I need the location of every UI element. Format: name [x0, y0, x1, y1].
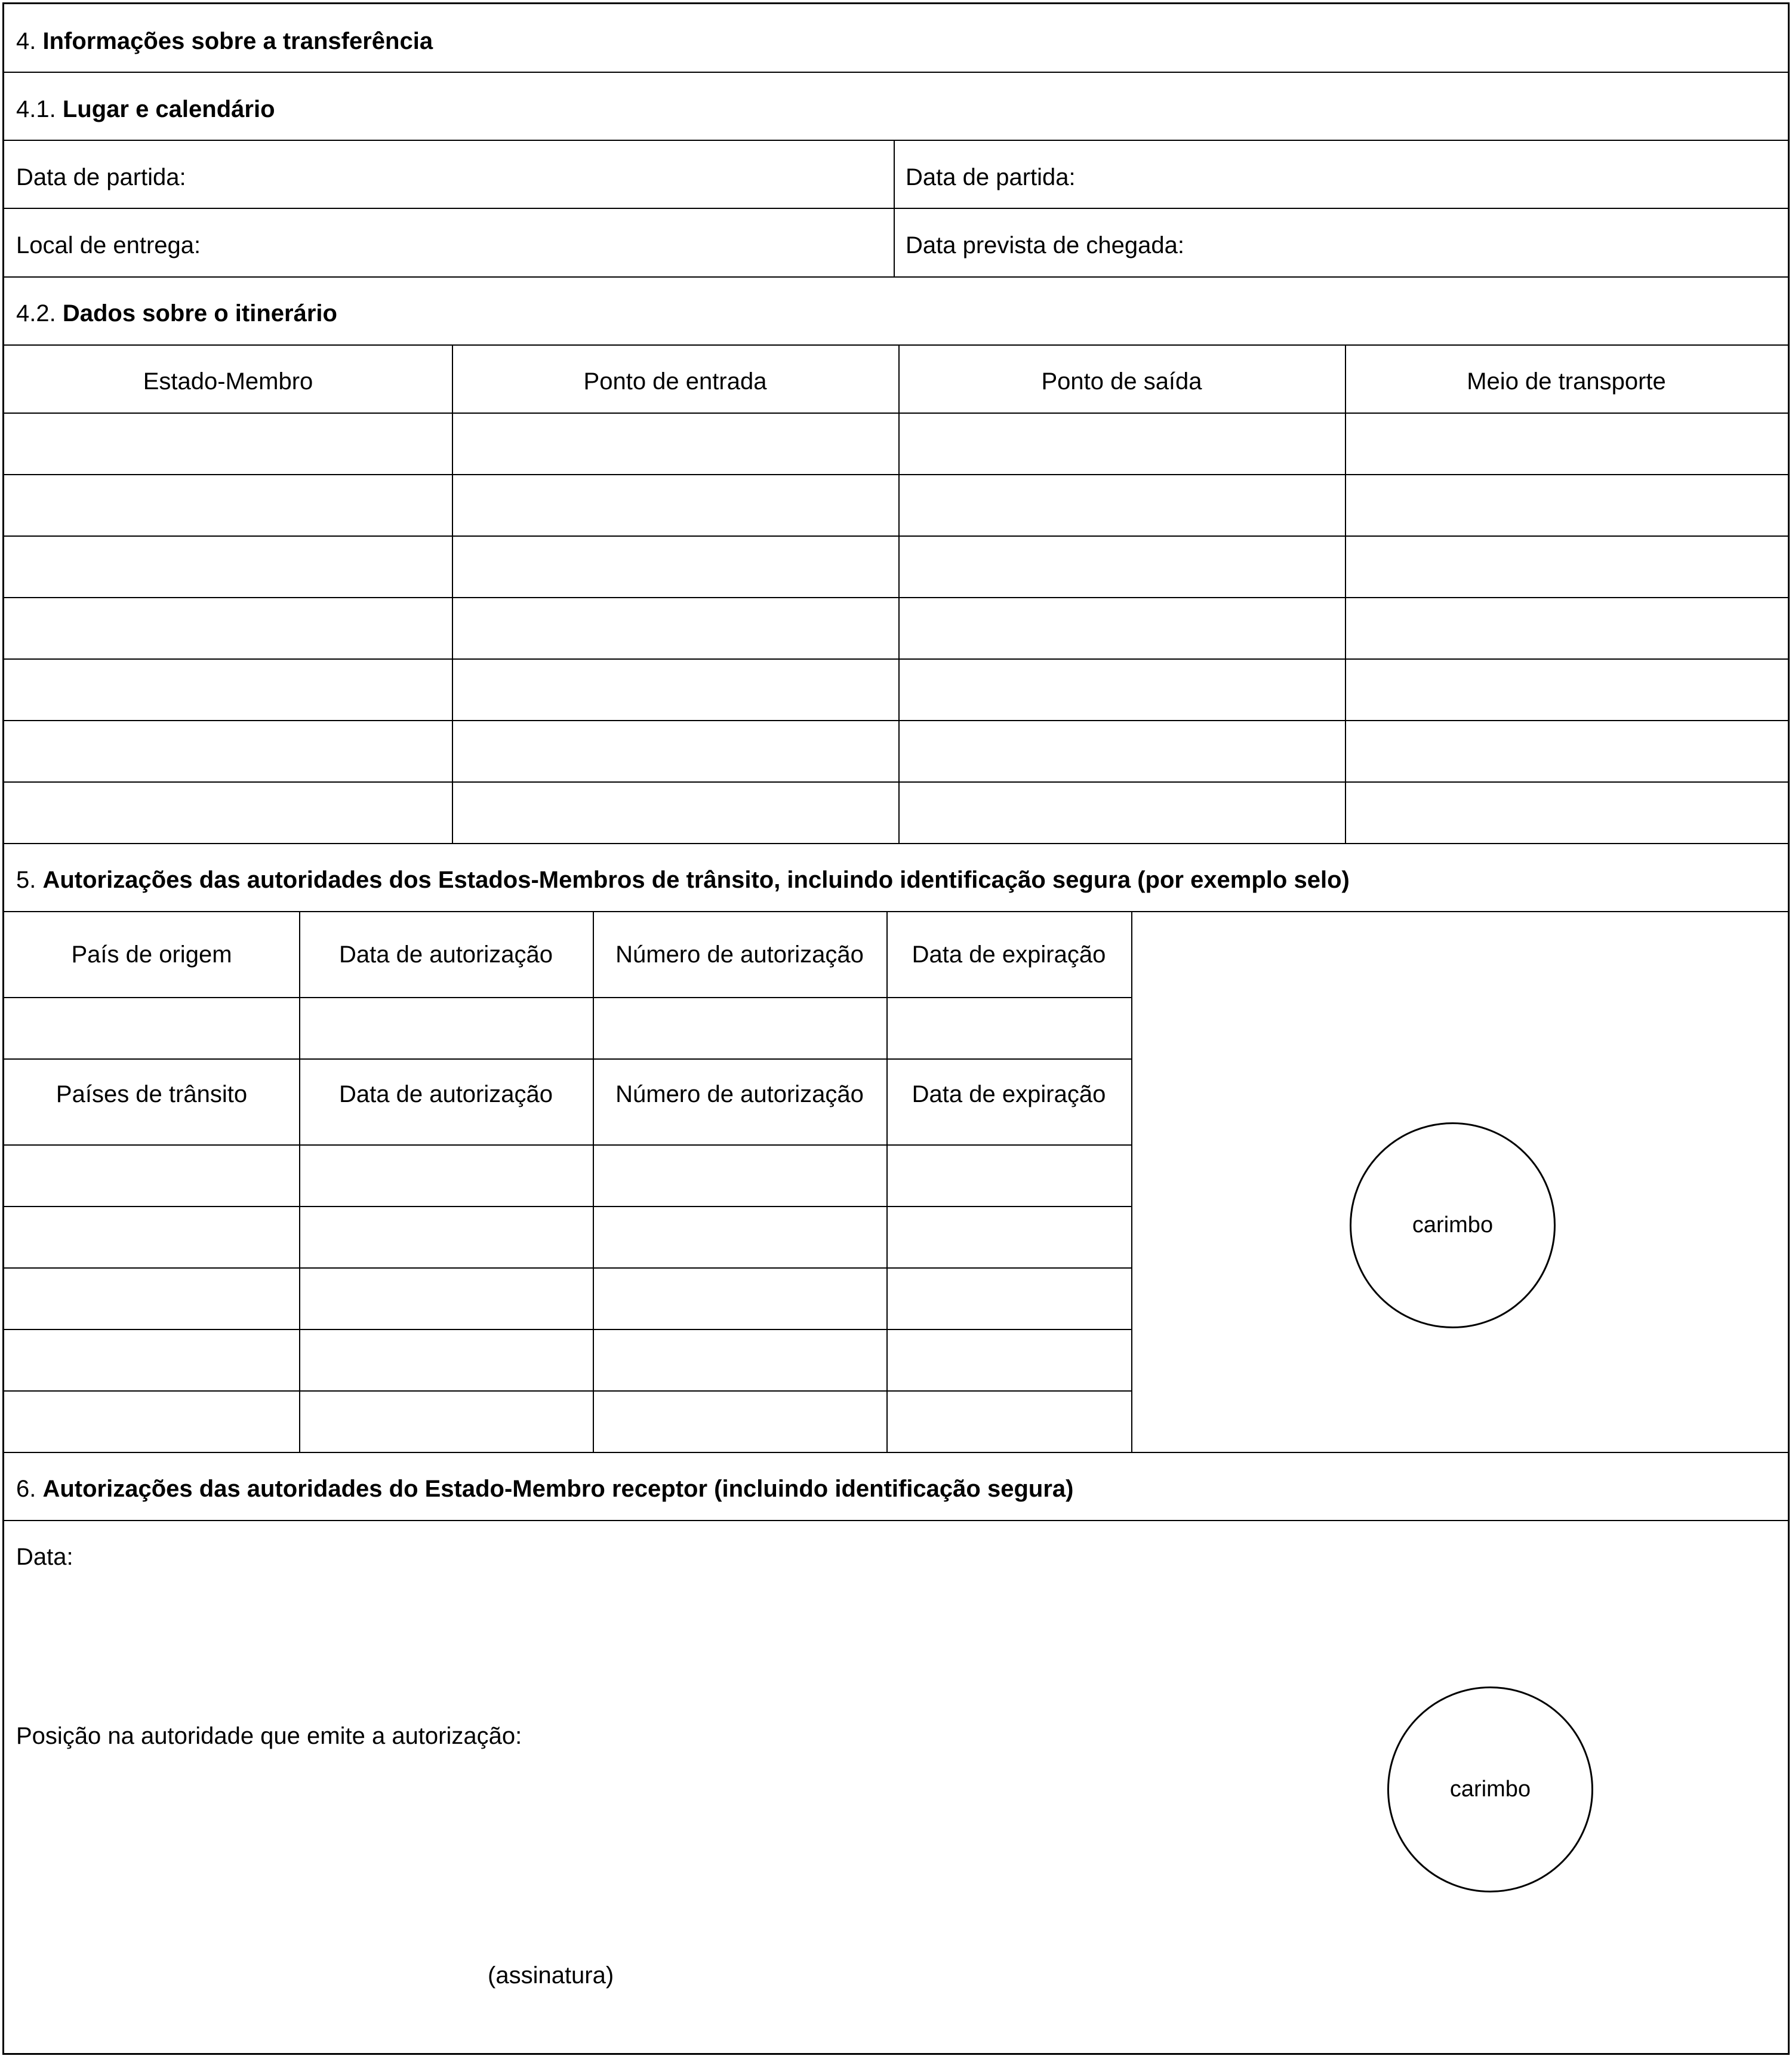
table-row-line — [4, 413, 1788, 414]
date-label: Data: — [16, 1544, 73, 1570]
divider — [4, 140, 1788, 141]
section-4-number: 4. — [16, 28, 36, 54]
table-row-line — [4, 535, 1788, 537]
section-6-number: 6. — [16, 1476, 36, 1502]
divider — [4, 208, 1788, 209]
table-row-line — [4, 781, 1788, 783]
signature-label: (assinatura) — [488, 1962, 614, 1989]
table-col-line — [886, 911, 888, 1452]
section-6-title: Autorizações das autoridades do Estado-Membro receptor (incluindo identificação segura) — [42, 1476, 1074, 1502]
stamp-label: carimbo — [1449, 1777, 1531, 1802]
table-col-line — [593, 911, 594, 1452]
section-4-1-number: 4.1. — [16, 96, 56, 122]
divider — [4, 1520, 1788, 1521]
divider — [4, 276, 1788, 278]
section-4-1-title: Lugar e calendário — [62, 96, 275, 122]
table-row-line — [4, 720, 1788, 721]
itinerary-header-member-state: Estado-Membro — [143, 368, 313, 395]
auth-header-origin-country: País de origem — [71, 941, 232, 968]
auth-header-expiry: Data de expiração — [912, 941, 1106, 968]
section-4-2-title: Dados sobre o itinerário — [62, 300, 337, 327]
divider — [4, 911, 1788, 912]
section-4-2-number: 4.2. — [16, 300, 56, 327]
divider — [4, 1452, 1788, 1453]
table-row-line — [4, 1144, 1131, 1146]
table-row-line — [4, 658, 1788, 660]
transfer-form — [2, 2, 1790, 2055]
table-row-line — [4, 1390, 1131, 1392]
table-row-line — [4, 1267, 1131, 1269]
divider — [4, 344, 1788, 346]
itinerary-header-transport: Meio de transporte — [1467, 368, 1666, 395]
stamp-label: carimbo — [1412, 1212, 1494, 1238]
table-col-line — [898, 344, 900, 843]
auth-header-transit-countries: Países de trânsito — [56, 1081, 248, 1107]
table-row-line — [4, 597, 1788, 598]
delivery-place-label: Local de entrega: — [16, 232, 201, 258]
divider — [894, 140, 895, 276]
table-row-line — [4, 474, 1788, 475]
issuing-authority-position-label: Posição na autoridade que emite a autorização: — [16, 1723, 522, 1749]
section-5-heading — [16, 866, 1350, 894]
auth-header-number: Número de autorização — [615, 1081, 864, 1107]
auth-header-expiry: Data de expiração — [912, 1081, 1106, 1107]
table-row-line — [4, 1206, 1131, 1207]
departure-date-label-left: Data de partida: — [16, 164, 186, 190]
section-4-1-heading — [16, 95, 275, 124]
stamp-circle-transit — [1350, 1122, 1556, 1328]
stamp-circle-receiving — [1387, 1686, 1593, 1892]
table-col-line — [299, 911, 300, 1452]
table-col-line — [1131, 911, 1132, 1452]
section-5-title: Autorizações das autoridades dos Estados-Membros de trânsito, incluindo identificação segura (por exemplo selo) — [42, 867, 1350, 893]
expected-arrival-label: Data prevista de chegada: — [906, 232, 1184, 258]
section-5-number: 5. — [16, 867, 36, 893]
table-row-line — [4, 1058, 1131, 1060]
departure-date-label-right: Data de partida: — [906, 164, 1076, 190]
auth-header-date: Data de autorização — [338, 941, 553, 968]
auth-header-number: Número de autorização — [615, 941, 864, 968]
section-4-2-heading — [16, 299, 337, 328]
itinerary-header-entry-point: Ponto de entrada — [583, 368, 767, 395]
section-4-heading — [16, 27, 433, 56]
divider — [4, 72, 1788, 73]
auth-header-date: Data de autorização — [338, 1081, 553, 1107]
table-row-line — [4, 1329, 1131, 1330]
section-6-heading — [16, 1475, 1073, 1503]
table-col-line — [1345, 344, 1346, 843]
itinerary-header-exit-point: Ponto de saída — [1041, 368, 1202, 395]
table-row-line — [4, 997, 1131, 998]
divider — [4, 843, 1788, 844]
section-4-title: Informações sobre a transferência — [42, 28, 433, 54]
table-col-line — [452, 344, 453, 843]
